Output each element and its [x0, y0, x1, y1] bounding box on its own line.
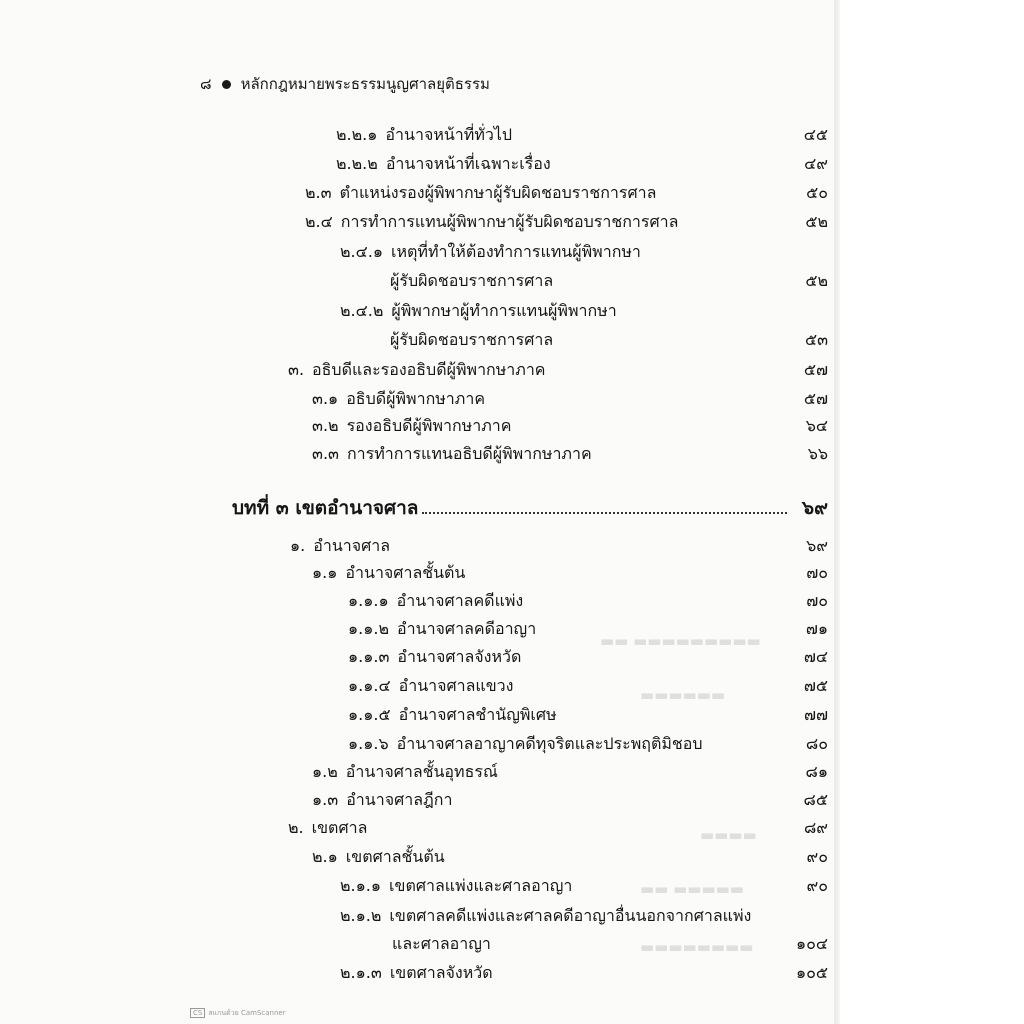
toc-page: ๕๓ — [804, 330, 828, 349]
toc-page: ๘๙ — [803, 818, 828, 837]
toc-page: ๖๖ — [807, 444, 828, 463]
toc-page: ๕๗ — [803, 360, 828, 379]
toc-page: ๕๒ — [805, 271, 828, 290]
toc-entry: ๓.๓ การทำการแทนอธิบดีผู้พิพากษาภาค — [312, 444, 592, 463]
toc-entry: ๒.๑.๑ เขตศาลแพ่งและศาลอาญา — [340, 876, 573, 895]
bleed-through-text: ▬▬ ▬▬▬▬▬▬▬▬▬ — [600, 632, 761, 650]
toc-page: ๔๕ — [803, 125, 828, 144]
toc-entry-continuation: และศาลอาญา — [392, 934, 491, 953]
toc-entry: ๓.๒ รองอธิบดีผู้พิพากษาภาค — [312, 416, 512, 435]
toc-page: ๖๔ — [805, 416, 828, 435]
leader-dots — [422, 498, 787, 514]
toc-page: ๘๐ — [805, 734, 828, 753]
toc-page: ๖๙ — [806, 536, 828, 555]
bleed-through-text: ▬▬▬▬▬▬▬▬ — [640, 938, 754, 956]
toc-page: ๑๐๕ — [795, 963, 828, 982]
toc-entry: ๒.๑.๒ เขตศาลคดีแพ่งและศาลคดีอาญาอื่นนอกจากศาลแพ่ง — [340, 906, 752, 925]
toc-entry: ๑.๑.๓ อำนาจศาลจังหวัด — [348, 647, 522, 666]
page-edge — [834, 0, 840, 1024]
scanner-watermark: CS สแกนด้วย CamScanner — [190, 1008, 286, 1019]
toc-entry: ๒. เขตศาล — [288, 818, 368, 837]
toc-entry: ๑.๑.๖ อำนาจศาลอาญาคดีทุจริตและประพฤติมิชอบ — [348, 734, 703, 753]
toc-page: ๑๐๔ — [795, 934, 828, 953]
toc-entry: ๑.๑.๔ อำนาจศาลแขวง — [348, 676, 514, 695]
toc-page: ๘๕ — [803, 790, 828, 809]
page-number: ๘ — [200, 75, 212, 93]
bleed-through-text: ▬▬▬▬▬▬ — [640, 686, 726, 704]
book-title: หลักกฎหมายพระธรรมนูญศาลยุติธรรม — [240, 75, 490, 93]
toc-entry: ๑.๑.๑ อำนาจศาลคดีแพ่ง — [348, 591, 524, 610]
toc-entry: ๒.๔.๒ ผู้พิพากษาผู้ทำการแทนผู้พิพากษา — [340, 301, 617, 320]
toc-page: ๗๗ — [803, 705, 828, 724]
chapter-page: ๖๙ — [802, 497, 828, 519]
toc-page: ๗๐ — [806, 563, 828, 582]
toc-entry-continuation: ผู้รับผิดชอบราชการศาล — [390, 330, 554, 349]
toc-page: ๙๐ — [806, 876, 828, 895]
toc-entry: ๒.๔.๑ เหตุที่ทำให้ต้องทำการแทนผู้พิพากษา — [340, 242, 641, 261]
toc-entry: ๒.๒.๑ อำนาจหน้าที่ทั่วไป — [336, 125, 513, 144]
page-header — [200, 72, 490, 96]
toc-page: ๕๒ — [805, 212, 828, 231]
bleed-through-text: ▬▬▬▬ — [700, 826, 757, 844]
chapter-heading: บทที่ ๓ เขตอำนาจศาล — [232, 498, 787, 518]
toc-entry: ๒.๓ ตำแหน่งรองผู้พิพากษาผู้รับผิดชอบราชการศาล — [305, 183, 657, 202]
toc-entry: ๒.๑.๓ เขตศาลจังหวัด — [340, 963, 493, 982]
toc-entry: ๑.๑.๒ อำนาจศาลคดีอาญา — [348, 619, 537, 638]
toc-entry: ๑.๒ อำนาจศาลชั้นอุทธรณ์ — [312, 762, 498, 781]
toc-page: ๗๕ — [803, 676, 828, 695]
toc-page: ๙๐ — [806, 847, 828, 866]
toc-page: ๘๑ — [805, 762, 828, 781]
toc-page: ๗๔ — [803, 647, 828, 666]
toc-entry: ๑.๑.๕ อำนาจศาลชำนัญพิเศษ — [348, 705, 557, 724]
bullet-dot-icon — [222, 80, 231, 89]
bleed-through-text: ▬▬ ▬▬▬▬▬ — [640, 880, 744, 898]
toc-entry: ๒.๔ การทำการแทนผู้พิพากษาผู้รับผิดชอบราชการศาล — [305, 212, 679, 231]
toc-entry: ๑.๑ อำนาจศาลชั้นต้น — [312, 563, 466, 582]
toc-page: ๗๑ — [805, 619, 828, 638]
toc-entry: ๓. อธิบดีและรองอธิบดีผู้พิพากษาภาค — [288, 360, 546, 379]
toc-entry: ๑.๓ อำนาจศาลฎีกา — [312, 790, 453, 809]
camscanner-icon: CS — [190, 1008, 205, 1018]
toc-page: ๕๗ — [803, 389, 828, 408]
toc-entry: ๒.๒.๒ อำนาจหน้าที่เฉพาะเรื่อง — [336, 154, 551, 173]
toc-entry: ๑. อำนาจศาล — [290, 536, 391, 555]
toc-entry: ๓.๑ อธิบดีผู้พิพากษาภาค — [312, 389, 486, 408]
toc-page: ๔๙ — [804, 154, 828, 173]
toc-entry: ๒.๑ เขตศาลชั้นต้น — [312, 847, 445, 866]
toc-entry-continuation: ผู้รับผิดชอบราชการศาล — [390, 271, 554, 290]
toc-page: ๕๐ — [806, 183, 828, 202]
toc-page: ๗๐ — [806, 591, 828, 610]
